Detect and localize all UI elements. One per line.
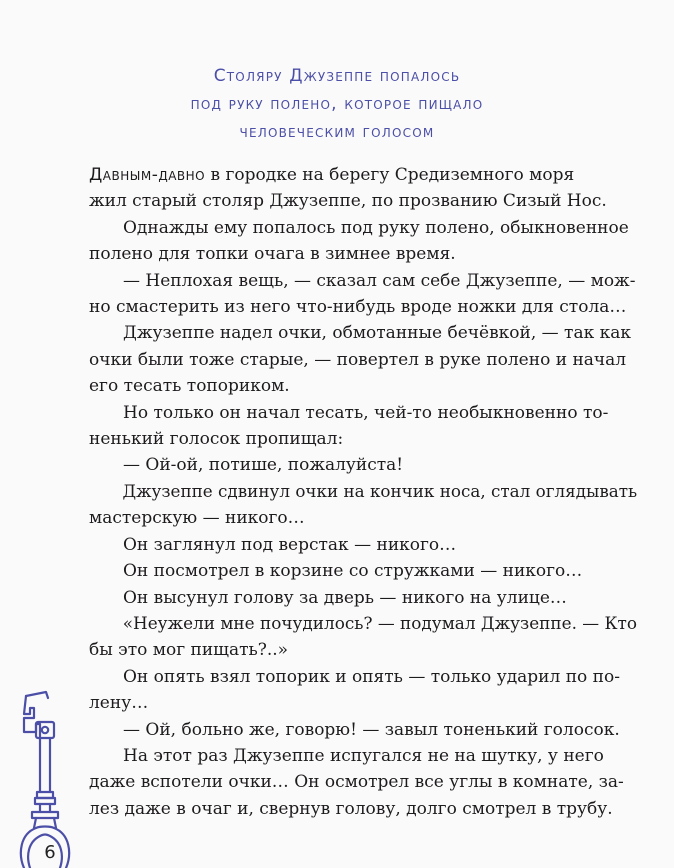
text-line: ненький голосок пропищал:	[89, 429, 344, 450]
text-line: но смастерить из него что-нибудь вроде ножки для стола…	[89, 297, 627, 318]
chapter-heading-line-3: человеческим голосом	[239, 122, 435, 142]
text-line: даже вспотели очки… Он осмотрел все углы в комнате, за-	[89, 772, 624, 793]
text-line: На этот раз Джузеппе испугался не на шутку, у него	[123, 745, 604, 766]
text-line: Однажды ему попалось под руку полено, обыкновенное	[123, 217, 629, 238]
text-line-content: в городке на берегу Средиземного моря	[205, 165, 575, 185]
text-line: лез даже в очаг и, свернув голову, долго смотрел в трубу.	[89, 798, 613, 819]
text-line: «Неужели мне почудилось? — подумал Джузеппе. — Кто	[122, 613, 638, 634]
text-line: Он опять взял топорик и опять — только ударил по по-	[123, 666, 620, 687]
text-line: лену…	[89, 693, 149, 714]
text-line: полено для топки очага в зимнее время.	[89, 244, 456, 265]
key-icon	[10, 684, 74, 868]
text-line: — Неплохая вещь, — сказал сам себе Джузеппе, — мож-	[123, 270, 636, 291]
text-line: бы это мог пищать?..»	[89, 640, 289, 661]
text-line: очки были тоже старые, — повертел в руке полено и начал	[89, 349, 627, 370]
text-line: — Ой-ой, потише, пожалуйста!	[123, 455, 404, 476]
chapter-heading	[0, 62, 674, 146]
text-line: Джузеппе надел очки, обмотанные бечёвкой, — так как	[123, 323, 631, 344]
text-line: — Ой, больно же, говорю! — завыл тоненький голосок.	[123, 719, 620, 740]
text-line	[89, 162, 637, 188]
text-line: Он заглянул под верстак — никого…	[123, 534, 457, 555]
text-line: его тесать топориком.	[89, 376, 290, 397]
text-line: Он посмотрел в корзине со стружками — никого…	[123, 561, 583, 582]
text-line: Джузеппе сдвинул очки на кончик носа, стал оглядывать	[122, 481, 638, 502]
text-line: мастерскую — никого…	[89, 508, 305, 529]
page-number: 6	[44, 842, 56, 863]
chapter-heading-line-2: под руку полено, которое пищало	[190, 94, 484, 114]
dropcap-word: Давным-давно	[89, 165, 206, 185]
text-line: Но только он начал тесать, чей-то необыкновенно то-	[123, 402, 609, 423]
text-line: жил старый столяр Джузеппе, по прозванию Сизый Нос.	[89, 191, 607, 212]
body-text	[89, 162, 637, 822]
chapter-heading-line-1: Столяру Джузеппе попалось	[213, 66, 461, 86]
text-line: Он высунул голову за дверь — никого на улице…	[123, 587, 567, 608]
